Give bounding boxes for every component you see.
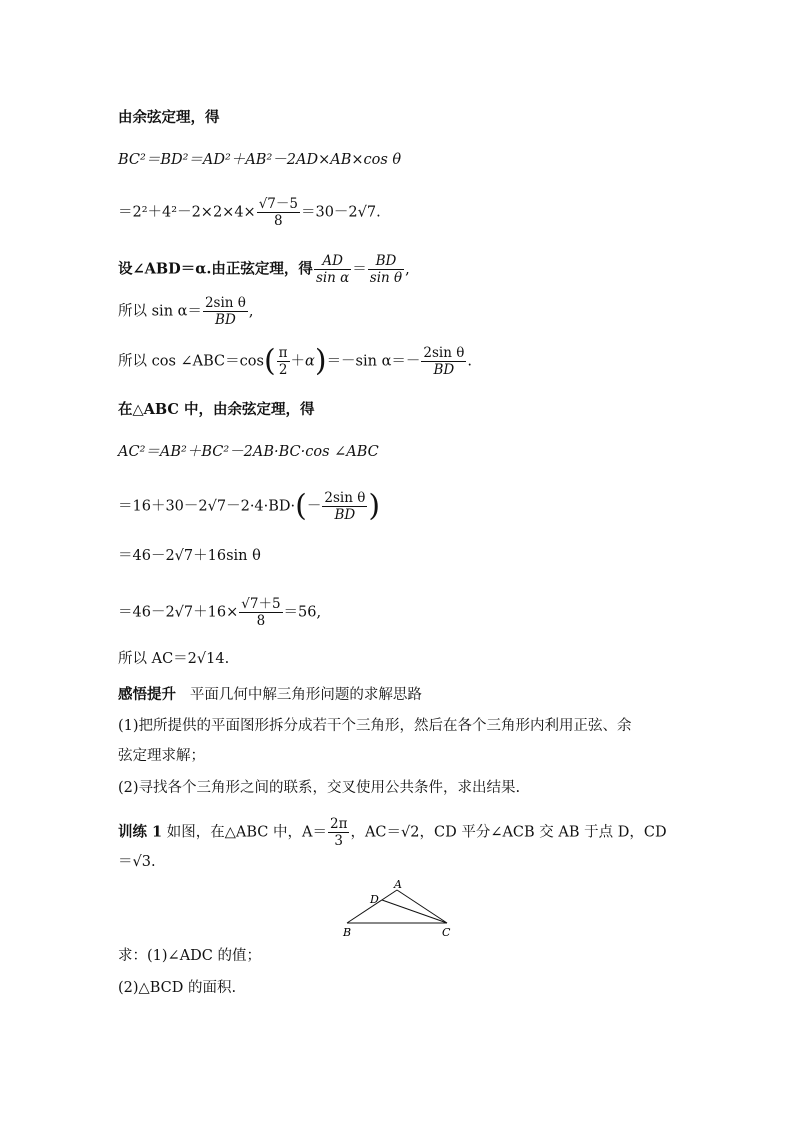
eq-part: 如图，在△ABC 中，A＝ [166, 824, 327, 841]
eq-simplify: ＝46－2√7＋16sin θ [118, 548, 261, 564]
fraction-denominator: BD [215, 312, 236, 328]
fraction-denominator: BD [433, 362, 455, 378]
fraction [203, 295, 248, 328]
insight-heading [118, 685, 422, 705]
heading-cosine-law: 由余弦定理，得 [118, 109, 220, 126]
eq-part: ＝－sin α＝－ [326, 353, 421, 370]
eq-sine-law: 设∠ABD＝α.由正弦定理，得 $\frac{AD}{\text{sin α}}$ ＝ $\frac{BD}{\text{sin θ}}$ , [118, 253, 410, 286]
fraction-denominator: 8 [274, 213, 283, 229]
fraction-denominator: BD [334, 507, 356, 523]
fraction-numerator: √7＋5 [241, 596, 281, 612]
fraction [314, 253, 351, 286]
insight-subtitle: 平面几何中解三角形问题的求解思路 [189, 687, 422, 703]
eq-part: ＝30－2√7. [300, 204, 381, 221]
eq-ac-final: 所以 AC＝2√14. [118, 651, 230, 667]
eq-cos-abc: 所以 cos ∠ABC＝cos( $\frac{\pi}{2}$ ＋α)＝－sin α＝－ $\frac{\text{2sin θ}}{BD}$ . [118, 343, 472, 379]
eq-part: ，AC＝√2，CD 平分∠ACB 交 AB 于点 D，CD [350, 824, 667, 841]
fraction [277, 345, 290, 378]
label-d: D [370, 893, 379, 906]
fraction-numerator: 2sin θ [324, 490, 366, 506]
eq-part: 设∠ABD＝α.由正弦定理，得 [118, 260, 313, 278]
fraction [257, 196, 300, 229]
eq-part: ＝2²＋4²－2×2×4× [118, 204, 256, 221]
exercise-label: 训练 1 [118, 823, 163, 841]
fraction-numerator: √7－5 [258, 196, 298, 212]
label-c: C [442, 926, 451, 939]
label-b: B [343, 926, 352, 939]
segment-cd [382, 900, 447, 923]
insight-point-1: (1)把所提供的平面图形拆分成若干个三角形，然后在各个三角形内利用正弦、余 [118, 718, 632, 734]
exercise-statement [118, 816, 667, 849]
eq-ac-squared: AC²＝AB²＋BC²－2AB·BC·cos ∠ABC [118, 444, 379, 460]
fraction-denominator: sin α [315, 270, 350, 286]
question-1: 求：(1)∠ADC 的值； [118, 948, 261, 964]
fraction-denominator: 2 [278, 362, 288, 378]
heading-triangle-abc: 在△ABC 中，由余弦定理，得 [118, 401, 315, 418]
fraction-denominator: 8 [256, 613, 266, 629]
fraction-denominator: sin θ [369, 270, 403, 286]
fraction [322, 490, 367, 523]
fraction [421, 345, 466, 378]
insight-point-1-cont: 弦定理求解； [118, 748, 205, 764]
fraction [368, 253, 404, 286]
eq-part: ＝56, [283, 604, 322, 621]
eq-result [118, 596, 321, 629]
triangle-figure [335, 875, 465, 941]
fraction-numerator: BD [368, 253, 404, 270]
eq-bc-value [118, 196, 381, 229]
eq-sin-alpha: 所以 sin α＝ $\frac{\text{2sin θ}}{BD}$ , [118, 295, 254, 328]
fraction-numerator: 2sin θ [204, 295, 246, 311]
exercise-statement-cont: ＝√3. [118, 854, 156, 870]
side-ac [397, 890, 447, 923]
eq-bc-squared: BC²＝BD²＝AD²＋AB²－2AD×AB×cos θ [118, 152, 402, 168]
eq-part: ＝46－2√7＋16× [118, 604, 239, 621]
fraction-numerator: AD [314, 253, 351, 270]
eq-part: 所以 cos ∠ABC＝cos [118, 353, 264, 370]
fraction-numerator: π [278, 345, 288, 361]
eq-part: 所以 sin α＝ [118, 303, 202, 320]
fraction-numerator: 2π [329, 816, 348, 832]
fraction [239, 596, 282, 629]
eq-part: ＝16＋30－2√7－2·4·BD· [118, 498, 296, 515]
insight-title: 感悟提升 [118, 686, 176, 703]
label-a: A [394, 878, 402, 891]
fraction-numerator: 2sin θ [423, 345, 465, 361]
insight-point-2: (2)寻找各个三角形之间的联系，交叉使用公共条件，求出结果. [118, 780, 521, 796]
question-2: (2)△BCD 的面积. [118, 980, 237, 996]
eq-expand: ＝16＋30－2√7－2·4·BD·(－ $\frac{\text{2sin θ}}{BD}$ ) [118, 488, 381, 524]
fraction-denominator: 3 [334, 833, 344, 849]
fraction [328, 816, 349, 849]
